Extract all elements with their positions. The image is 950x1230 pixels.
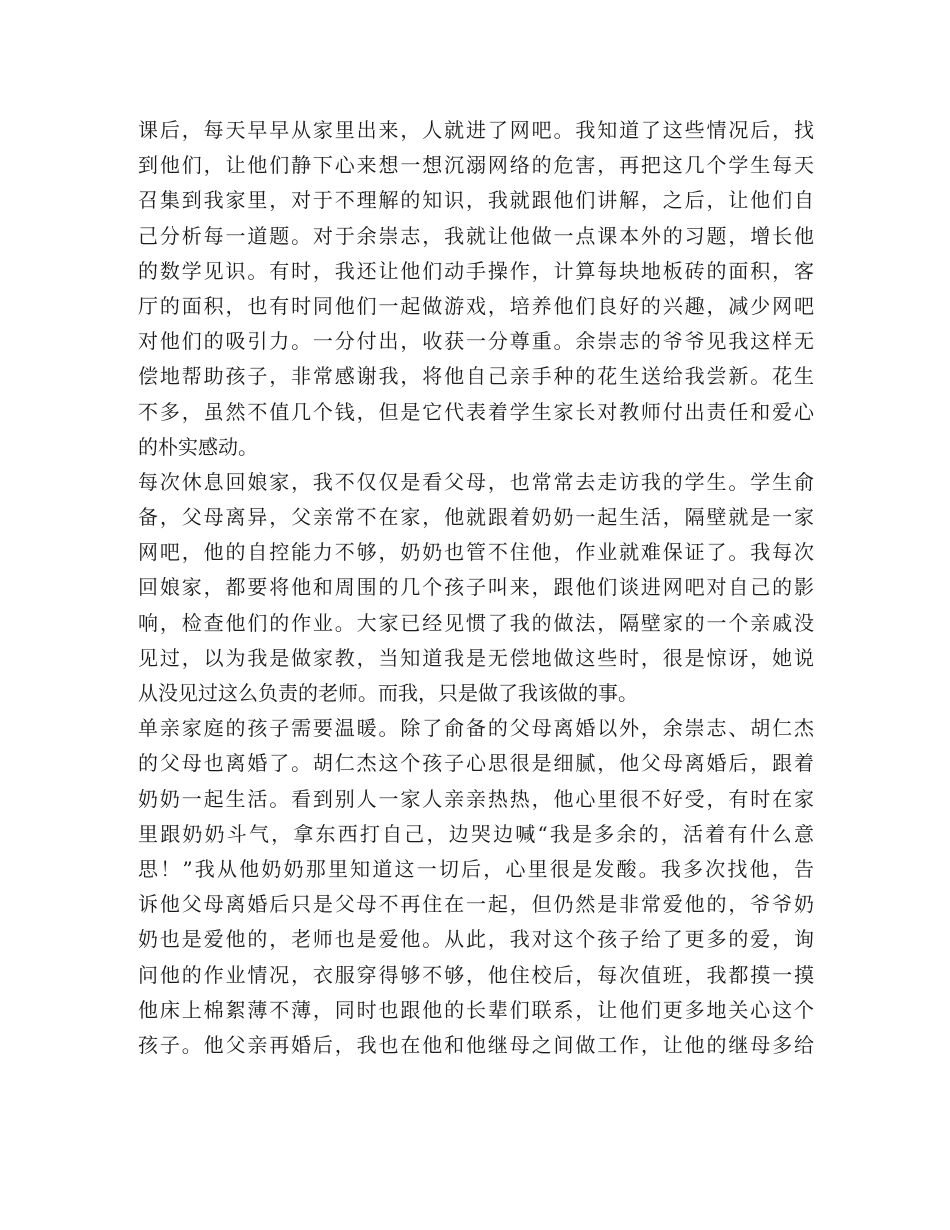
text-line: 厅的面积，也有时同他们一起做游戏，培养他们良好的兴趣，减少网吧 — [138, 293, 814, 318]
text-line: 召集到我家里，对于不理解的知识，我就跟他们讲解，之后，让他们自 — [138, 188, 814, 213]
text-line: 的数学见识。有时，我还让他们动手操作，计算每块地板砖的面积，客 — [138, 258, 814, 283]
text-line: 孩子。他父亲再婚后，我也在他和他继母之间做工作，让他的继母多给 — [138, 1032, 814, 1057]
text-line: 到他们，让他们静下心来想一想沉溺网络的危害，再把这几个学生每天 — [138, 153, 814, 178]
text-line: 思！”我从他奶奶那里知道这一切后，心里很是发酸。我多次找他，告 — [138, 856, 814, 881]
text-line: 奶也是爱他的，老师也是爱他。从此，我对这个孩子给了更多的爱，询 — [138, 927, 814, 952]
text-line: 里跟奶奶斗气，拿东西打自己，边哭边喊“我是多余的，活着有什么意 — [138, 821, 814, 846]
text-line: 他床上棉絮薄不薄，同时也跟他的长辈们联系，让他们更多地关心这个 — [138, 997, 814, 1022]
text-line: 偿地帮助孩子，非常感谢我，将他自己亲手种的花生送给我尝新。花生 — [138, 364, 814, 389]
text-line: 问他的作业情况，衣服穿得够不够，他住校后，每次值班，我都摸一摸 — [138, 962, 814, 987]
text-line: 网吧，他的自控能力不够，奶奶也管不住他，作业就难保证了。我每次 — [138, 540, 814, 565]
text-line: 己分析每一道题。对于余崇志，我就让他做一点课本外的习题，增长他 — [138, 223, 814, 248]
text-line: 单亲家庭的孩子需要温暖。除了俞备的父母离婚以外，余崇志、胡仁杰 — [138, 716, 814, 741]
document-body — [138, 113, 814, 1063]
text-line: 备，父母离异，父亲常不在家，他就跟着奶奶一起生活，隔壁就是一家 — [138, 505, 814, 530]
text-line: 响，检查他们的作业。大家已经见惯了我的做法，隔壁家的一个亲戚没 — [138, 610, 814, 635]
text-line: 不多，虽然不值几个钱，但是它代表着学生家长对教师付出责任和爱心 — [138, 399, 814, 424]
text-line: 的朴实感动。 — [138, 434, 258, 459]
text-line: 回娘家，都要将他和周围的几个孩子叫来，跟他们谈进网吧对自己的影 — [138, 575, 814, 600]
text-line: 诉他父母离婚后只是父母不再住在一起，但仍然是非常爱他的，爷爷奶 — [138, 892, 814, 917]
text-line: 奶奶一起生活。看到别人一家人亲亲热热，他心里很不好受，有时在家 — [138, 786, 814, 811]
paragraph-1 — [138, 113, 814, 465]
text-line: 每次休息回娘家，我不仅仅是看父母，也常常去走访我的学生。学生俞 — [138, 469, 814, 494]
paragraph-3 — [138, 711, 814, 1063]
text-line: 见过，以为我是做家教，当知道我是无偿地做这些时，很是惊讶，她说 — [138, 645, 814, 670]
text-line: 的父母也离婚了。胡仁杰这个孩子心思很是细腻，他父母离婚后，跟着 — [138, 751, 814, 776]
paragraph-2 — [138, 465, 814, 711]
text-line: 课后，每天早早从家里出来，人就进了网吧。我知道了这些情况后，找 — [138, 118, 814, 142]
text-line: 从没见过这么负责的老师。而我，只是做了我该做的事。 — [138, 681, 638, 705]
text-line: 对他们的吸引力。一分付出，收获一分尊重。余崇志的爷爷见我这样无 — [138, 329, 814, 354]
